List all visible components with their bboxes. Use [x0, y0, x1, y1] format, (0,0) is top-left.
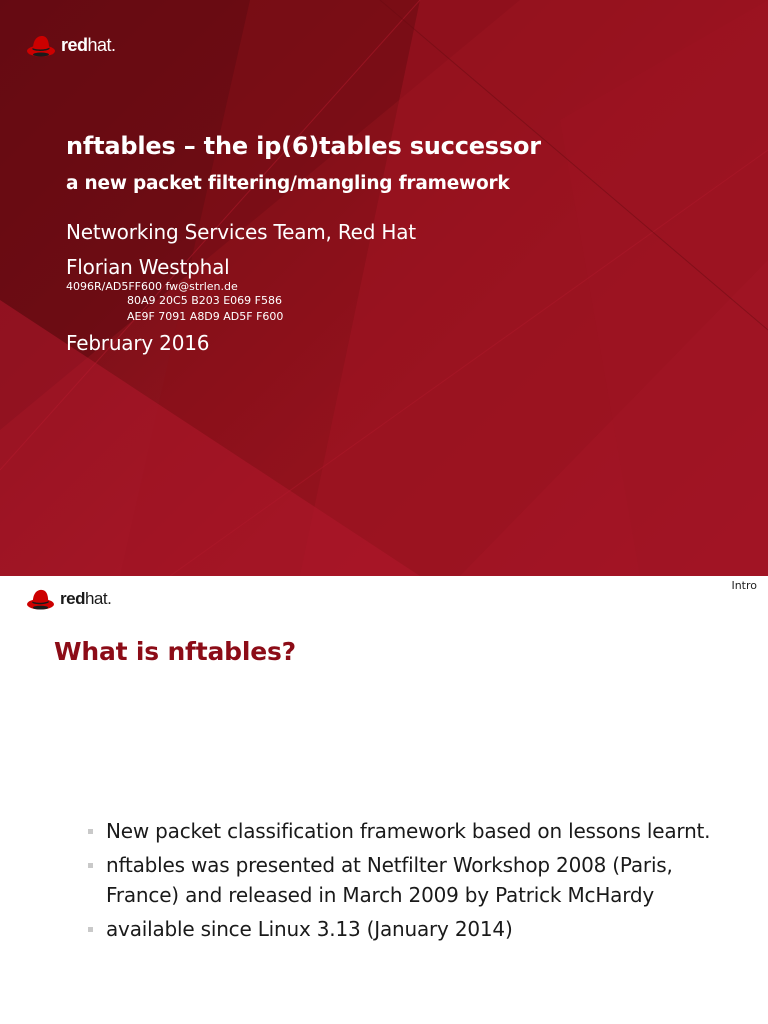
bullet-item: available since Linux 3.13 (January 2014) — [88, 914, 748, 944]
redhat-wordmark: redhat. — [60, 589, 112, 608]
gpg-key-line-1: 4096R/AD5FF600 fw@strlen.de — [66, 280, 238, 293]
bullet-item: nftables was presented at Netfilter Workshop 2008 (Paris, France) and released in March 2009 by Patrick McHardy — [88, 850, 748, 910]
redhat-logo — [26, 32, 116, 58]
gpg-key-line-2: 80A9 20C5 B203 E069 F586 — [127, 294, 282, 307]
redhat-logo — [26, 586, 111, 611]
presentation-author: Florian Westphal — [66, 255, 230, 279]
redhat-shadowman-icon — [26, 32, 56, 58]
presentation-subtitle: a new packet filtering/mangling framework — [66, 173, 510, 194]
section-label: Intro — [731, 579, 757, 592]
bullet-marker-icon — [88, 829, 93, 834]
gpg-key-line-3: AE9F 7091 A8D9 AD5F F600 — [127, 310, 284, 323]
redhat-wordmark: redhat. — [61, 35, 116, 55]
bullet-item: New packet classification framework based on lessons learnt. — [88, 816, 748, 846]
content-slide — [0, 576, 768, 1024]
bullet-list — [88, 816, 748, 948]
presentation-date: February 2016 — [66, 331, 210, 355]
presentation-institute: Networking Services Team, Red Hat — [66, 220, 416, 244]
slide-title: What is nftables? — [54, 637, 296, 666]
presentation-title: nftables – the ip(6)tables successor — [66, 132, 541, 160]
redhat-shadowman-icon — [26, 586, 55, 611]
bullet-marker-icon — [88, 863, 93, 868]
bullet-marker-icon — [88, 927, 93, 932]
